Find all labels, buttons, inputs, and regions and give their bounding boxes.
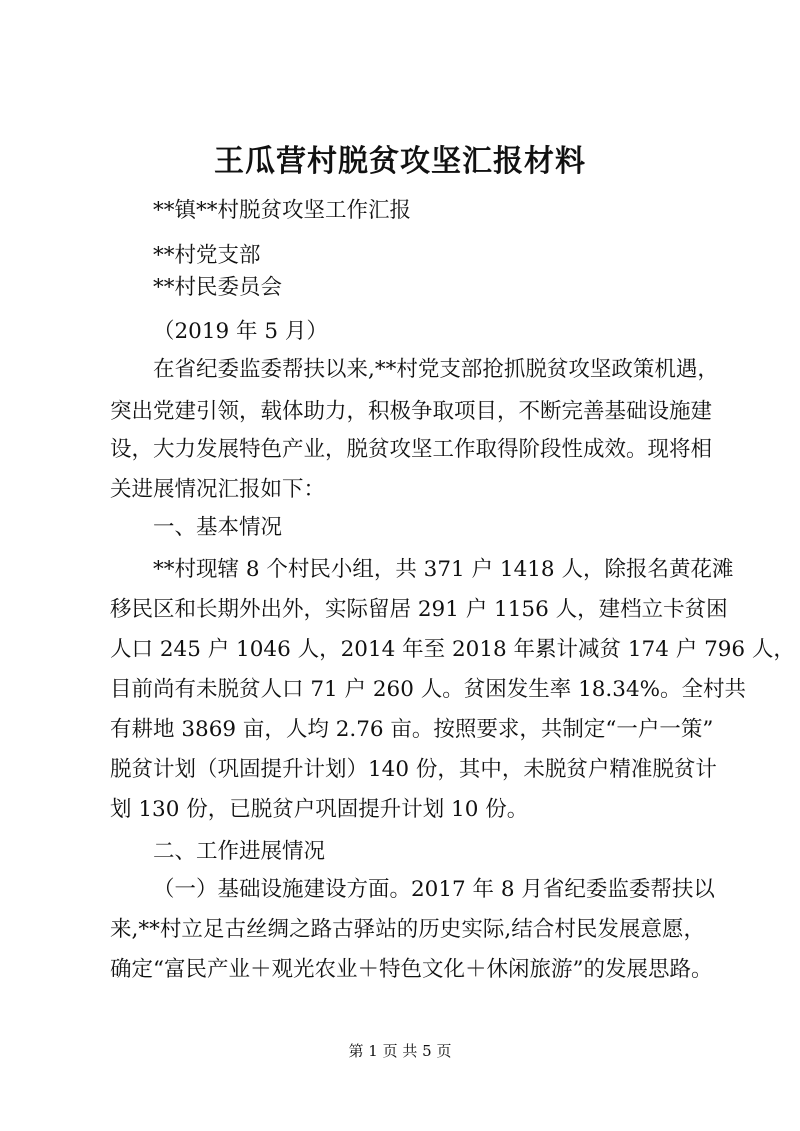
- section-heading: 一、基本情况: [153, 515, 283, 540]
- report-date: （2019 年 5 月）: [153, 319, 328, 344]
- section-line: 目前尚有未脱贫人口 71 户 260 人。贫困发生率 18.34%。全村共: [110, 677, 747, 702]
- intro-line: 关进展情况汇报如下：: [110, 477, 326, 502]
- section-line: 移民区和长期外出外，实际留居 291 户 1156 人，建档立卡贫困: [110, 597, 728, 622]
- section-line: 脱贫计划（巩固提升计划）140 份，其中，未脱贫户精准脱贫计: [110, 757, 717, 782]
- intro-line: 在省纪委监委帮扶以来,**村党支部抢抓脱贫攻坚政策机遇，: [153, 357, 719, 382]
- section-line: 人口 245 户 1046 人，2014 年至 2018 年累计减贫 174 户 796 人，: [110, 637, 795, 662]
- report-heading: **镇**村脱贫攻坚工作汇报: [153, 198, 412, 223]
- page-number: 第 1 页 共 5 页: [348, 1042, 452, 1060]
- party-branch: **村党支部: [153, 243, 261, 268]
- document-title: 王瓜营村脱贫攻坚汇报材料: [214, 144, 586, 179]
- section-line: **村现辖 8 个村民小组，共 371 户 1418 人，除报名黄花滩: [153, 557, 734, 582]
- section-line: 确定“富民产业＋观光农业＋特色文化＋休闲旅游”的发展思路。: [110, 957, 713, 982]
- section-line: 来,**村立足古丝绸之路古驿站的历史实际,结合村民发展意愿，: [110, 917, 705, 942]
- section-line: 划 130 份，已脱贫户巩固提升计划 10 份。: [110, 797, 529, 822]
- section-line: 有耕地 3869 亩，人均 2.76 亩。按照要求，共制定“一户一策”: [110, 717, 714, 742]
- villagers-committee: **村民委员会: [153, 275, 283, 300]
- section-heading: 二、工作进展情况: [153, 839, 326, 864]
- section-line: （一）基础设施建设方面。2017 年 8 月省纪委监委帮扶以: [153, 877, 715, 902]
- intro-line: 突出党建引领，载体助力，积极争取项目，不断完善基础设施建: [110, 399, 713, 424]
- intro-line: 设，大力发展特色产业，脱贫攻坚工作取得阶段性成效。现将相: [110, 437, 713, 462]
